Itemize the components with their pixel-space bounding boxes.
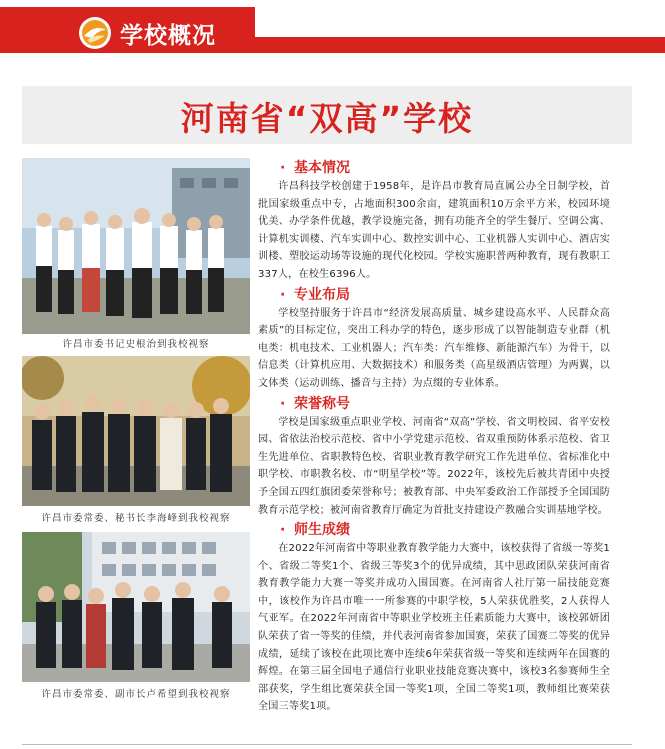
photo-block [22,532,250,682]
page-header [0,0,665,66]
paragraph: 在2022年河南省中等职业教育教学能力大赛中，该校获得了省级一等奖1个、省级二等奖1个、省级三等奖3个的优异成绩，其中思政团队荣获河南省教育教学能力大赛一等奖并成功入围国赛。在河南省人社厅第一届技能竞赛中，该校作为许昌市唯一一所参赛的中职学校，5人荣获优胜奖，2人获得人气亚军。在2022年河南省中等职业学校班主任素质能力大赛中，该校郭妍团队荣获了省一等奖的佳绩，并代表河南省参加国赛，荣获了国赛二等奖的优异成绩，延续了该校在此项比赛中连续6年荣获省级一等奖和连续两年在国赛的辉煌。在第三届全国电子通信行业职业技能竞赛决赛中，该校3名参赛师生全部获奖，学生组比赛荣获全国一等奖1项，全国二等奖1项，教师组比赛荣获全国三等奖1项。 [258,543,610,713]
header-red-band [255,37,665,53]
paragraph: 学校是国家级重点职业学校、河南省“双高”学校、省文明校园、省平安校园、省依法治校示范校、省中小学党建示范校、省双重预防体系示范校、省卫生先进单位、省职教特色校、省职业教育教学研究工作先进单位、省标准化中职学校、市职教名校、市“明星学校”等。2022年，该校先后被共青团中央授予全国五四红旗团委荣誉称号；被教育部、中央军委政治工作部授予全国国防教育示范学校；被河南省教育厅确定为首批支持建设产教融合实训基地学校。 [258,416,610,516]
section-title: 学校概况 [120,23,216,49]
school-logo-icon [78,16,112,50]
footer-divider [22,744,632,745]
section-heading [258,158,610,178]
page-title: 河南省“双高”学校 [180,99,474,138]
group-visit-photo-icon [22,158,250,334]
photo-caption: 许昌市委常委、秘书长李海峰到我校视察 [22,506,250,532]
bullet-dot: · [280,160,286,176]
photo-block [22,158,250,334]
photo-column [22,158,250,708]
group-visit-photo-icon [22,532,250,682]
section-heading [258,394,610,414]
group-visit-photo-icon [22,356,250,506]
bullet-dot: · [280,395,286,412]
title-banner [22,86,632,144]
section-heading [258,520,610,540]
heading-honors: 荣誉称号 [294,395,350,412]
bullet-dot: · [280,522,286,539]
paragraph: 学校坚持服务于许昌市“经济发展高质量、城乡建设高水平、人民群众高素质”的目标定位，突出工科办学的特色，逐步形成了以智能制造专业群（机电类：机电技术、工业机器人；汽车类：汽车维修、新能源汽车）为骨干，以信息类（计算机应用、大数据技术）和服务类（高星级酒店管理）为两翼，以文体类（运动训练、播音与主持）为点缀的专业体系。 [258,307,610,389]
paragraph: 许昌科技学校创建于1958年，是许昌市教育局直属公办全日制学校，首批国家级重点中专，占地面积300余亩，建筑面积10万余平方米，校园环境优美、办学条件优越，教学设施完备，拥有功能齐全的学生餐厅、空调公寓、计算机实训楼、汽车实训中心、数控实训中心、工业机器人实训中心、酒店实训楼、塑胶运动场等设施的现代化校园。学校实施职普两种教育，现有教职工337人，在校生6396人。 [258,181,610,280]
photo-caption: 许昌市委书记史根治到我校视察 [22,334,250,356]
heading-major-layout: 专业布局 [294,286,350,303]
text-column [258,158,610,716]
heading-achievements: 师生成绩 [294,522,350,539]
photo-block [22,356,250,506]
bullet-dot: · [280,286,286,303]
heading-basic-info: 基本情况 [294,160,350,176]
photo-caption: 许昌市委常委、副市长卢希望到我校视察 [22,682,250,708]
section-heading [258,285,610,305]
